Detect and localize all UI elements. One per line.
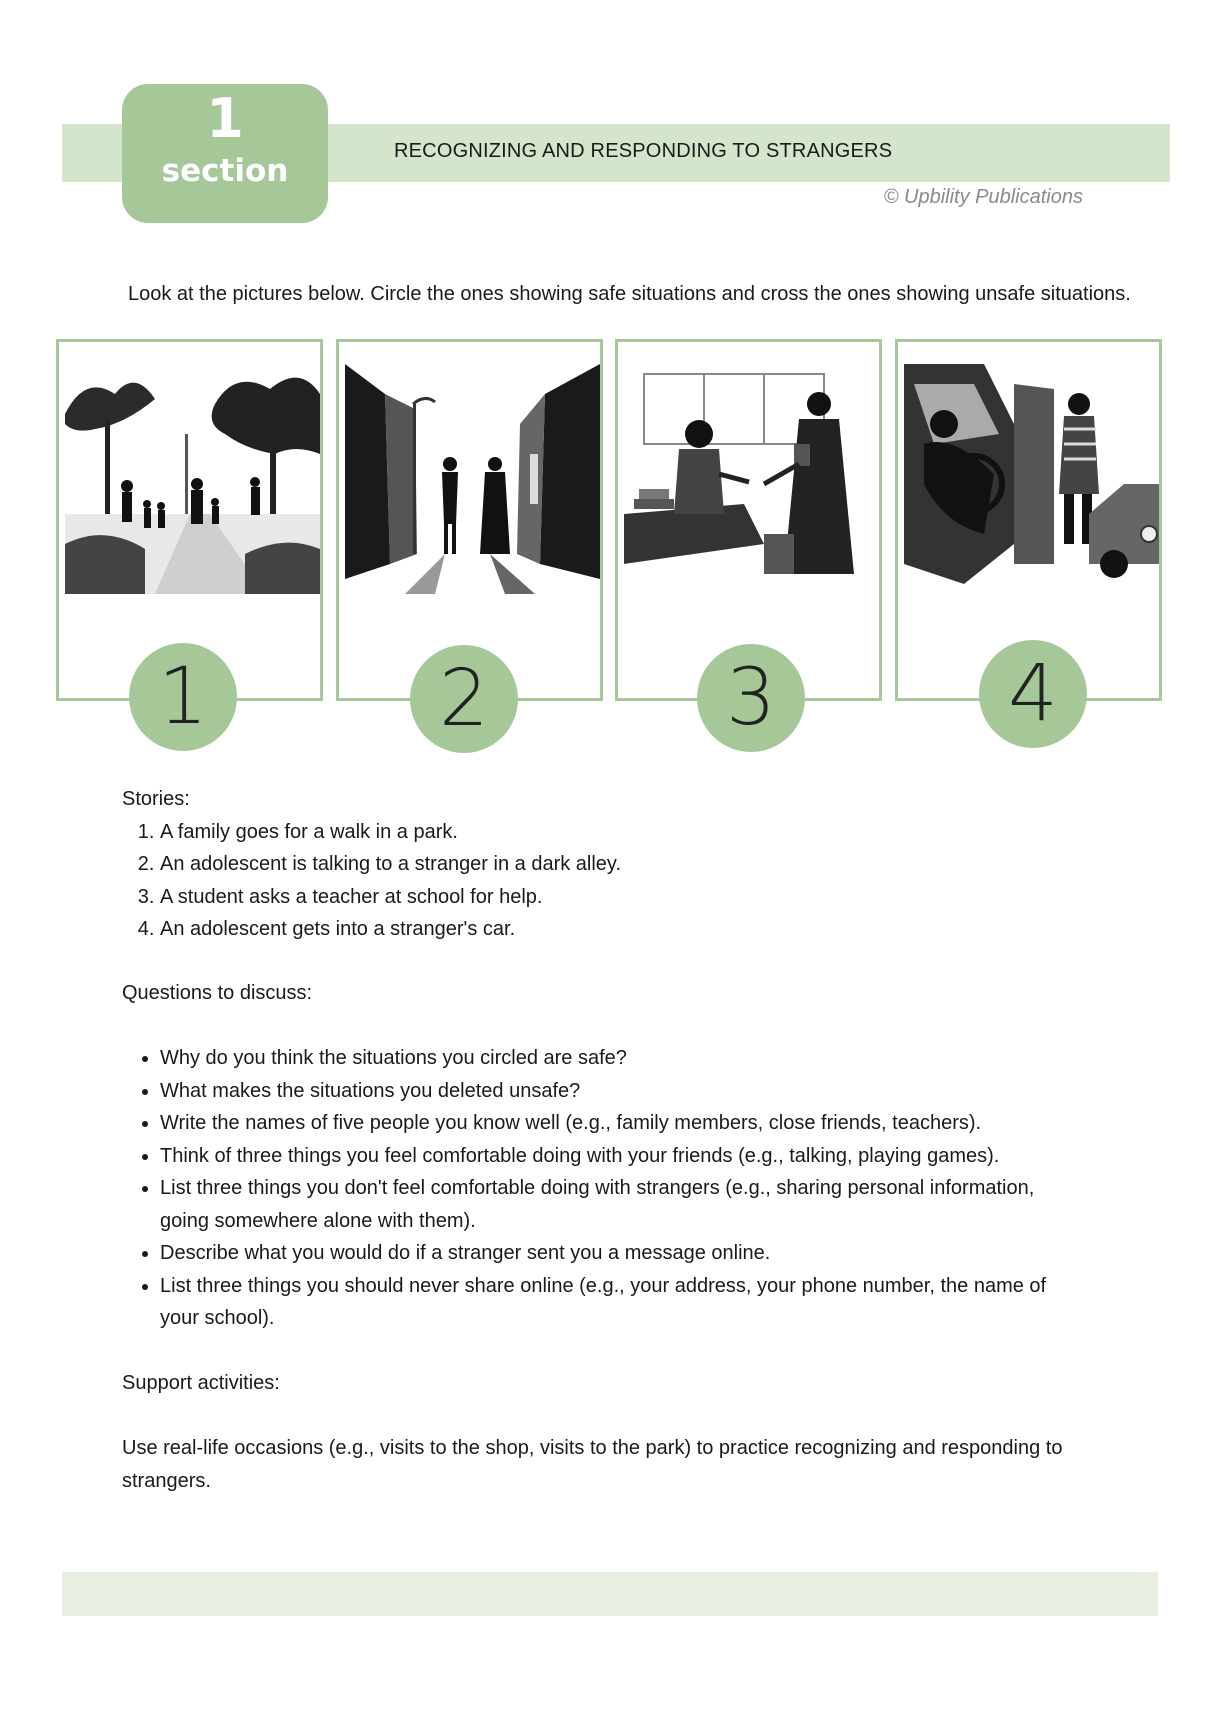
list-item: • What makes the situations you deleted unsafe? <box>160 1075 1082 1108</box>
support-section <box>122 1367 1082 1497</box>
footer-band <box>62 1572 1158 1616</box>
list-item: 1. A family goes for a walk in a park. <box>160 816 1082 849</box>
stories-section <box>122 783 1082 946</box>
picture-card-3[interactable] <box>615 339 882 743</box>
questions-heading: Questions to discuss: <box>122 982 313 1004</box>
picture-number-1: 1 <box>129 643 237 751</box>
instruction-text: Look at the pictures below. Circle the ones showing safe situations and cross the ones showing unsafe situations. <box>128 283 1131 305</box>
picture-card-2[interactable] <box>336 339 603 744</box>
list-item: • Why do you think the situations you circled are safe? <box>160 1042 1082 1075</box>
list-item: • Describe what you would do if a stranger sent you a message online. <box>160 1237 1082 1270</box>
picture-card-4[interactable] <box>895 339 1162 739</box>
picture-card-1[interactable] <box>56 339 323 742</box>
picture-number-4: 4 <box>979 640 1087 748</box>
support-heading: Support activities: <box>122 1372 280 1394</box>
questions-section <box>122 977 1082 1335</box>
stories-list <box>122 816 1082 946</box>
stranger-car-illustration-icon <box>904 364 1159 594</box>
support-text: Use real-life occasions (e.g., visits to the shop, visits to the park) to practice recognizing and responding to strangers. <box>122 1437 1063 1492</box>
classroom-teacher-illustration-icon <box>624 364 879 594</box>
section-number: 1 <box>206 87 244 150</box>
list-item: 4. An adolescent gets into a stranger's car. <box>160 913 1082 946</box>
section-badge <box>122 84 328 223</box>
section-word: section <box>161 153 289 189</box>
page-title: RECOGNIZING AND RESPONDING TO STRANGERS <box>394 140 893 162</box>
picture-number-3: 3 <box>697 644 805 752</box>
questions-list <box>122 1042 1082 1335</box>
list-item: • List three things you should never share online (e.g., your address, your phone number, the name of your school). <box>160 1270 1082 1335</box>
list-item: • Write the names of five people you know well (e.g., family members, close friends, teachers). <box>160 1107 1082 1140</box>
stories-heading: Stories: <box>122 788 190 810</box>
publisher-credit: © Upbility Publications <box>883 186 1083 208</box>
dark-alley-stranger-illustration-icon <box>345 364 600 594</box>
list-item: 3. A student asks a teacher at school for help. <box>160 881 1082 914</box>
list-item: • Think of three things you feel comfortable doing with your friends (e.g., talking, playing games). <box>160 1140 1082 1173</box>
list-item: • List three things you don't feel comfortable doing with strangers (e.g., sharing personal information, going somewhere alone with them). <box>160 1172 1082 1237</box>
picture-number-2: 2 <box>410 645 518 753</box>
list-item: 2. An adolescent is talking to a stranger in a dark alley. <box>160 848 1082 881</box>
family-park-illustration-icon <box>65 364 320 594</box>
